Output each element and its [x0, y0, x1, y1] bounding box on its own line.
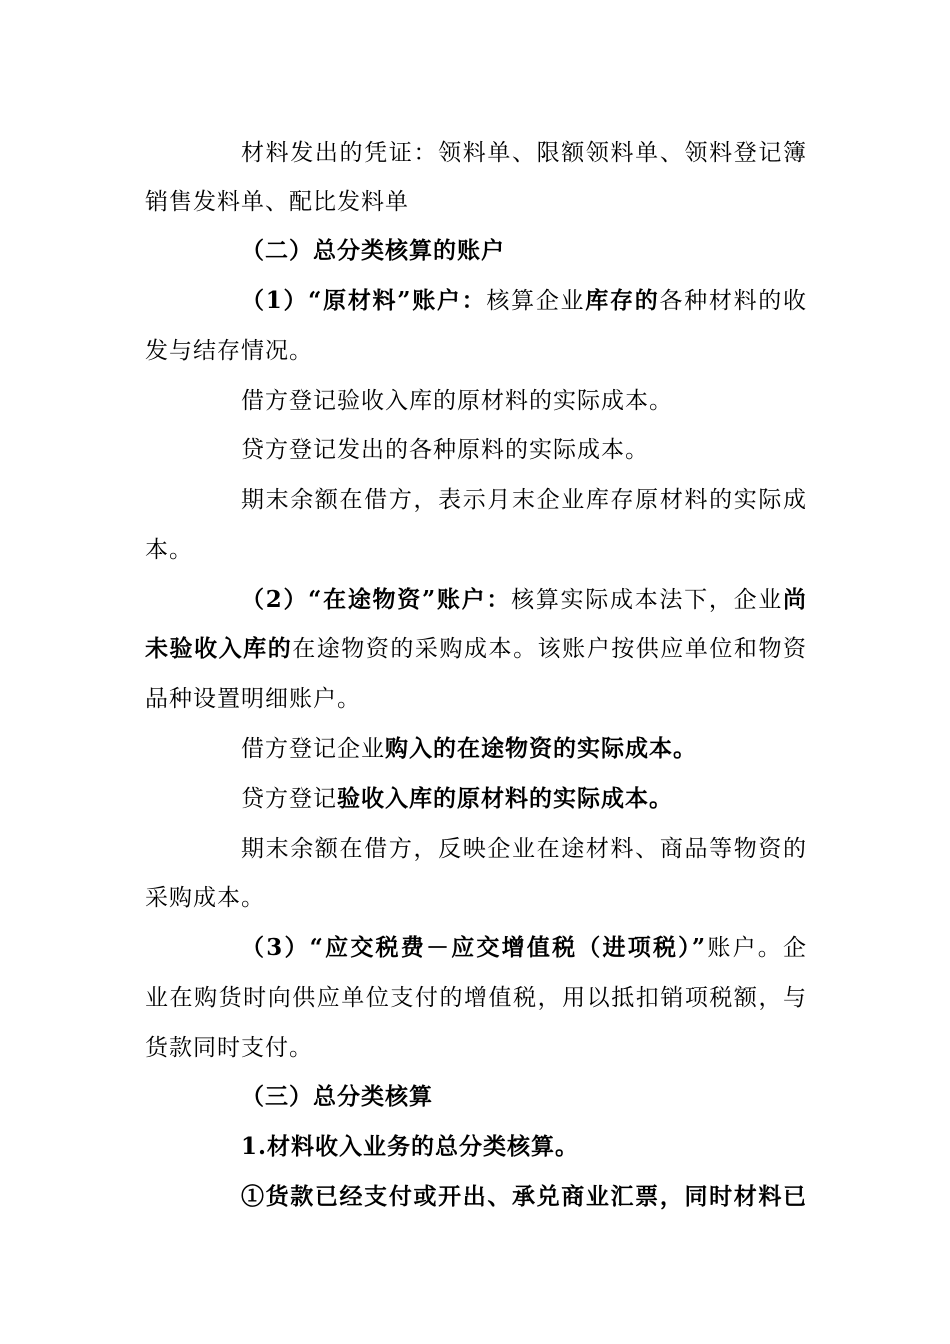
bold-text-segment: ①货款已经支付或开出、承兑商业汇票，同时材料已 — [241, 1183, 807, 1210]
paragraph-line — [241, 286, 807, 316]
bold-text-segment: 未验收入库的 — [145, 635, 293, 662]
text-segment: 发与结存情况。 — [145, 338, 313, 364]
paragraph-line — [145, 983, 807, 1013]
paragraph-line — [241, 734, 807, 764]
bold-text-segment: （三）总分类核算 — [241, 1083, 433, 1110]
text-segment: 业在购货时向供应单位支付的增值税，用以抵扣销项税额，与 — [145, 985, 807, 1011]
text-segment: 本。 — [145, 537, 193, 563]
paragraph-line — [241, 435, 807, 465]
paragraph-line — [145, 535, 807, 565]
text-segment: 贷方登记发出的各种原料的实际成本。 — [241, 437, 649, 463]
section-heading — [241, 236, 807, 266]
text-segment: 销售发料单、配比发料单 — [145, 189, 409, 215]
bold-text-segment: （3）“应交税费－应交增值税（进项税）” — [241, 934, 707, 961]
paragraph-line — [145, 684, 807, 714]
text-segment: 核算企业 — [486, 288, 586, 314]
paragraph-line — [145, 634, 807, 664]
bold-text-segment: （1）“原材料”账户： — [241, 287, 487, 314]
paragraph-line — [145, 336, 807, 366]
text-segment: 借方登记企业 — [241, 736, 385, 762]
bold-text-segment: 库存的 — [585, 287, 660, 314]
bold-text-segment: （二）总分类核算的账户 — [241, 237, 505, 264]
paragraph-line — [145, 187, 807, 217]
text-segment: 期末余额在借方，表示月末企业库存原材料的实际成 — [241, 487, 807, 513]
paragraph-line — [241, 485, 807, 515]
text-segment: 借方登记验收入库的原材料的实际成本。 — [241, 388, 673, 414]
bold-text-segment: 尚 — [783, 586, 807, 613]
paragraph-line — [241, 933, 807, 963]
text-segment: 核算实际成本法下，企业 — [511, 587, 783, 613]
paragraph-line — [145, 1033, 807, 1063]
bold-text-segment: （2）“在途物资”账户： — [241, 586, 512, 613]
text-segment: 货款同时支付。 — [145, 1035, 313, 1061]
paragraph-line — [145, 883, 807, 913]
bold-text-segment: 1.材料收入业务的总分类核算。 — [241, 1133, 580, 1160]
text-segment: 品种设置明细账户。 — [145, 686, 361, 712]
bold-text-segment: 购入的在途物资的实际成本。 — [385, 735, 697, 762]
text-segment: 各种材料的收 — [659, 288, 807, 314]
paragraph-line — [241, 386, 807, 416]
paragraph-line — [241, 138, 807, 168]
text-segment: 贷方登记 — [241, 786, 337, 812]
text-segment: 材料发出的凭证：领料单、限额领料单、领料登记簿 — [241, 140, 807, 166]
subsection-heading — [241, 1132, 807, 1162]
text-segment: 采购成本。 — [145, 885, 265, 911]
section-heading — [241, 1082, 807, 1112]
paragraph-line — [241, 834, 807, 864]
paragraph-line — [241, 585, 807, 615]
paragraph-line — [241, 1182, 807, 1212]
paragraph-line — [241, 784, 807, 814]
bold-text-segment: 验收入库的原材料的实际成本。 — [337, 785, 673, 812]
text-segment: 账户。企 — [706, 935, 807, 961]
text-segment: 期末余额在借方，反映企业在途材料、商品等物资的 — [241, 836, 807, 862]
text-segment: 在途物资的采购成本。该账户按供应单位和物资 — [292, 636, 808, 662]
